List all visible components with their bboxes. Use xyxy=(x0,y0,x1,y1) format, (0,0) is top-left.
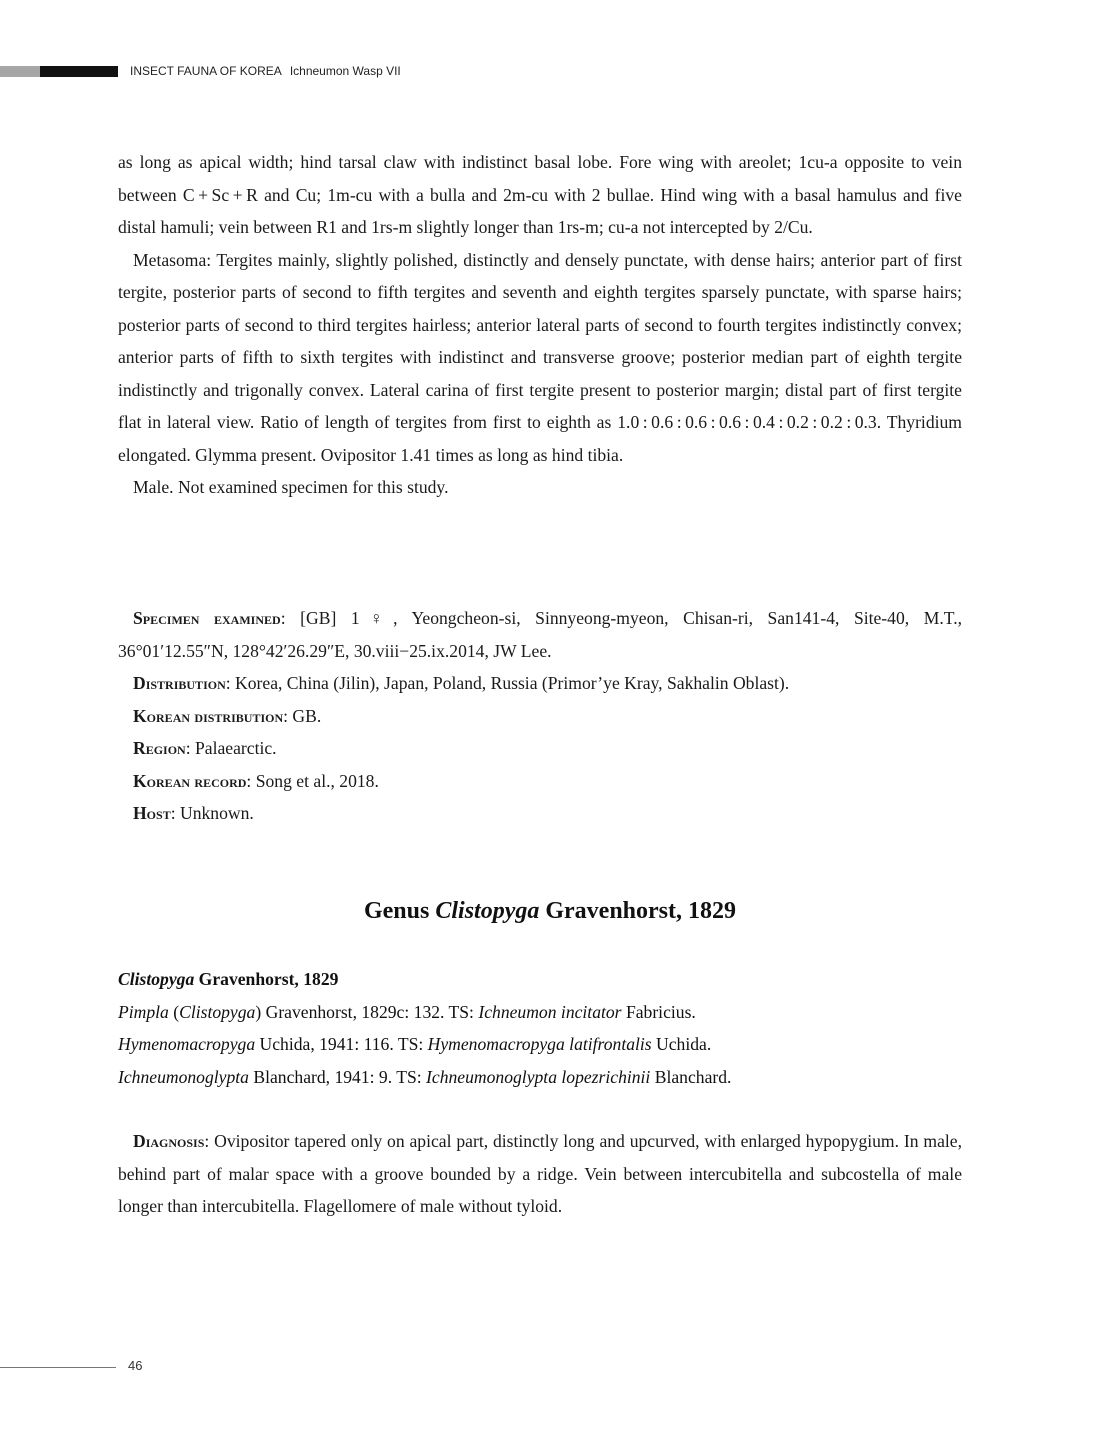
running-header xyxy=(130,64,401,78)
header-accent-black-bar xyxy=(40,66,118,77)
host-line: Host: Unknown. xyxy=(133,803,254,823)
page-number: 46 xyxy=(128,1358,143,1373)
distribution-label: Distribution xyxy=(133,673,226,693)
synonym-type-author: Uchida. xyxy=(656,1034,712,1054)
host-text: Unknown. xyxy=(180,803,254,823)
specimen-examined-paragraph: Specimen examined: [GB] 1♀, Yeongcheon-si, Sinnyeong-myeon, Chisan-ri, San141-4, Site-40, M.T., 36°01′12.55″N, 128°42′26.29″E, 30.viii−25.ix.2014, JW Lee. xyxy=(118,608,962,661)
synonym-type-species: Ichneumonoglypta lopezrichinii xyxy=(426,1066,651,1087)
synonym-genus: Pimpla xyxy=(118,1001,169,1022)
synonym-citation: Gravenhorst, 1829c: 132. TS: xyxy=(265,1001,474,1022)
metasoma-paragraph: Metasoma: Tergites mainly, slightly polished, distinctly and densely punctate, with dense hairs; anterior part of first tergite, posterior parts of second to fifth tergites and seventh and eighth tergites sparsely punctate, with sparse hairs; posterior parts of second to third tergites hairless; anterior lateral parts of second to fourth tergites indistinctly convex; anterior parts of fifth to sixth tergites with indistinct and transverse groove; posterior median part of eighth tergite indistinctly and trigonally convex. Lateral carina of first tergite present to posterior margin; distal part of first tergite flat in lateral view. Ratio of length of tergites from first to eighth as 1.0 : 0.6 : 0.6 : 0.6 : 0.4 : 0.2 : 0.2 : 0.3. Thyridium elongated. Glymma present. Ovipositor 1.41 times as long as hind tibia. xyxy=(118,249,962,465)
host-label: Host xyxy=(133,803,171,823)
region-label: Region xyxy=(133,738,186,758)
genus-heading-author: Gravenhorst, 1829 xyxy=(198,969,339,989)
specimen-examined-text: [GB] 1♀, Yeongcheon-si, Sinnyeong-myeon, Chisan-ri, San141-4, Site-40, M.T., 36°01′12.55″N, 128°42′26.29″E, 30.viii−25.ix.2014, JW Lee. xyxy=(118,608,962,661)
diagnosis-text: Ovipositor tapered only on apical part, distinctly long and upcurved, with enlarged hypopygium. In male, behind part of malar space with a groove bounded by a ridge. Vein between intercubitella and subcostella of male longer than intercubitella. Flagellomere of male without tyloid. xyxy=(118,1131,962,1216)
korean-distribution-text: GB. xyxy=(292,705,322,726)
synonym-genus: Hymenomacropyga xyxy=(118,1034,256,1054)
synonym-type-author: Fabricius. xyxy=(625,1001,696,1022)
header-accent-gray-bar xyxy=(0,66,40,77)
species-description xyxy=(118,146,962,504)
region-line: Region: Palaearctic. xyxy=(133,738,277,758)
diagnosis-label: Diagnosis xyxy=(133,1131,205,1151)
genus-title-name: Clistopyga xyxy=(435,898,540,924)
korean-record-line: Korean record: Song et al., 2018. xyxy=(133,770,379,791)
species-records xyxy=(118,602,962,830)
synonym-type-species: Ichneumon incitator xyxy=(478,1001,622,1022)
genus-diagnosis xyxy=(118,1125,962,1223)
series-title: INSECT FAUNA OF KOREA xyxy=(130,64,282,78)
synonym-subgenus: Clistopyga xyxy=(179,1001,256,1022)
korean-distribution-line: Korean distribution: GB. xyxy=(133,705,322,726)
korean-record-label: Korean record xyxy=(133,770,247,791)
region-text: Palaearctic. xyxy=(195,738,277,758)
genus-title-author: Gravenhorst, 1829 xyxy=(545,898,737,924)
distribution-text: Korea, China (Jilin), Japan, Poland, Russia (Primor’ye Kray, Sakhalin Oblast). xyxy=(235,673,790,693)
synonym-type-species: Hymenomacropyga latifrontalis xyxy=(427,1034,652,1054)
male-paragraph: Male. Not examined specimen for this study. xyxy=(133,477,449,497)
synonym-citation: Uchida, 1941: 116. TS: xyxy=(259,1034,424,1054)
wing-paragraph: as long as apical width; hind tarsal claw with indistinct basal lobe. Fore wing with areolet; 1cu-a opposite to vein between C + Sc + R and Cu; 1m-cu with a bulla and 2m-cu with 2 bullae. Hind wing with a basal hamulus and five distal hamuli; vein between R1 and 1rs-m slightly longer than 1rs-m; cu-a not intercepted by 2/Cu. xyxy=(118,152,962,237)
synonym-type-author: Blanchard. xyxy=(654,1066,732,1087)
specimen-examined-label: Specimen examined xyxy=(133,608,281,628)
korean-record-text: Song et al., 2018. xyxy=(255,770,379,791)
distribution-line: Distribution: Korea, China (Jilin), Japan, Poland, Russia (Primor’ye Kray, Sakhalin Oblast). xyxy=(133,673,790,693)
synonym-line xyxy=(118,1061,962,1094)
synonym-line xyxy=(118,1028,962,1061)
volume-title: Ichneumon Wasp VII xyxy=(289,64,401,78)
genus-title-prefix: Genus xyxy=(363,898,430,924)
synonym-citation: Blanchard, 1941: 9. TS: xyxy=(253,1066,422,1087)
genus-title xyxy=(0,898,1100,925)
genus-synonymy xyxy=(118,963,962,1093)
footer-rule xyxy=(0,1367,116,1368)
genus-heading xyxy=(118,963,962,996)
genus-heading-name: Clistopyga xyxy=(118,969,195,989)
synonym-genus: Ichneumonoglypta xyxy=(118,1066,249,1087)
diagnosis-paragraph: Diagnosis: Ovipositor tapered only on apical part, distinctly long and upcurved, with enlarged hypopygium. In male, behind part of malar space with a groove bounded by a ridge. Vein between intercubitella and subcostella of male longer than intercubitella. Flagellomere of male without tyloid. xyxy=(118,1131,962,1216)
korean-distribution-label: Korean distribution xyxy=(133,705,284,726)
synonym-line: Pimpla (Clistopyga) Gravenhorst, 1829c: 132. TS: Ichneumon incitator Fabricius. xyxy=(118,1001,696,1022)
